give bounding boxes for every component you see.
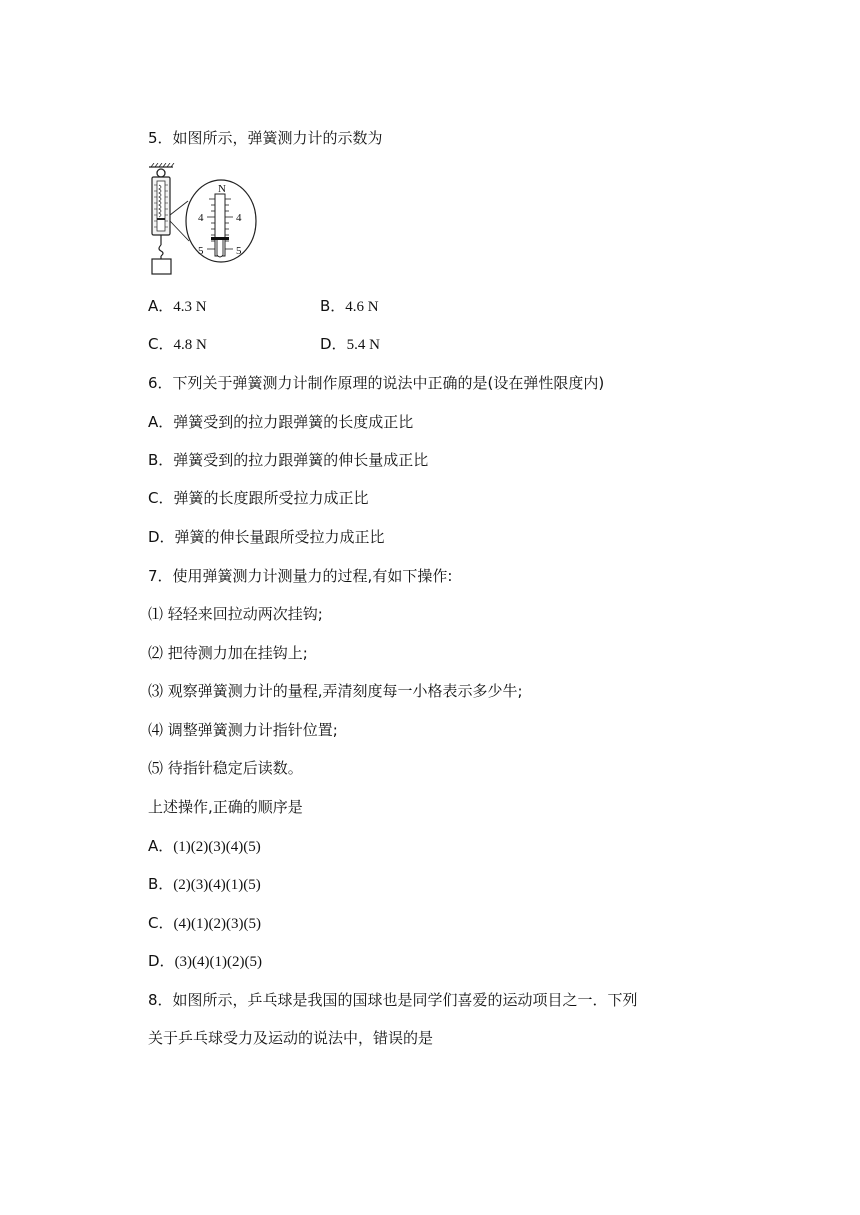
- q6-option-b: B．弹簧受到的拉力跟弹簧的伸长量成正比: [148, 451, 429, 469]
- q7-stem: 7．使用弹簧测力计测量力的过程,有如下操作:: [148, 567, 453, 585]
- q5-option-d: D．5.4 N: [320, 335, 380, 353]
- q8-stem-line-1: 8．如图所示，乒乓球是我国的国球也是同学们喜爱的运动项目之一．下列: [148, 991, 638, 1009]
- q7-step-4: ⑷ 调整弹簧测力计指针位置;: [148, 721, 338, 739]
- q7-option-d: D．(3)(4)(1)(2)(5): [148, 952, 263, 970]
- q7-step-5: ⑸ 待指针稳定后读数。: [148, 759, 303, 777]
- q8-stem-line-2: 关于乒乓球受力及运动的说法中，错误的是: [148, 1029, 434, 1047]
- q7-step-1: ⑴ 轻轻来回拉动两次挂钩;: [148, 605, 323, 623]
- q7-option-c: C．(4)(1)(2)(3)(5): [148, 914, 261, 932]
- q6-option-c: C．弹簧的长度跟所受拉力成正比: [148, 489, 369, 507]
- q5-option-b: B．4.6 N: [320, 297, 379, 315]
- q7-option-b: B．(2)(3)(4)(1)(5): [148, 875, 261, 893]
- tick-label-right-4: 4: [236, 212, 242, 224]
- q7-option-a: A．(1)(2)(3)(4)(5): [148, 837, 261, 855]
- q6-option-a: A．弹簧受到的拉力跟弹簧的长度成正比: [148, 413, 414, 431]
- q7-prompt: 上述操作,正确的顺序是: [148, 798, 303, 816]
- q5-option-c: C．4.8 N: [148, 335, 207, 353]
- tick-label-left-4: 4: [198, 212, 204, 224]
- spring-scale-figure: [147, 163, 257, 278]
- unit-label: N: [218, 183, 226, 195]
- q6-option-d: D．弹簧的伸长量跟所受拉力成正比: [148, 528, 385, 546]
- q7-step-2: ⑵ 把待测力加在挂钩上;: [148, 644, 308, 662]
- tick-label-left-5: 5: [198, 245, 204, 257]
- q7-step-3: ⑶ 观察弹簧测力计的量程,弄清刻度每一小格表示多少牛;: [148, 682, 523, 700]
- q6-stem: 6．下列关于弹簧测力计制作原理的说法中正确的是(设在弹性限度内): [148, 374, 605, 392]
- q5-option-a: A．4.3 N: [148, 297, 207, 315]
- tick-label-right-5: 5: [236, 245, 242, 257]
- q5-stem: 5．如图所示，弹簧测力计的示数为: [148, 129, 383, 147]
